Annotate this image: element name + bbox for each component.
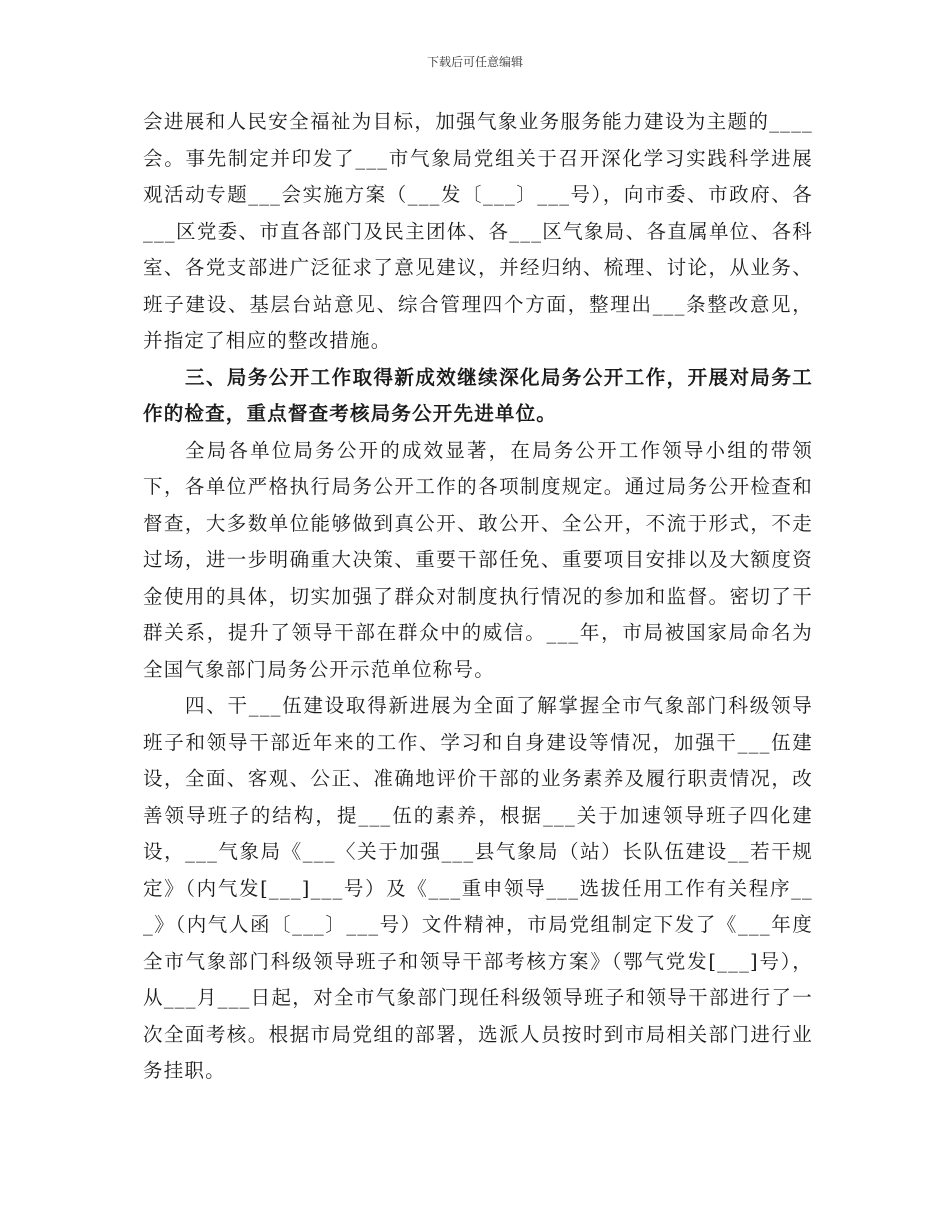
paragraph-continuation: 会进展和人民安全福祉为目标，加强气象业务服务能力建设为主题的____会。事先制定并印发了___市气象局党组关于召开深化学习实践科学进展观活动专题___会实施方案（___发〔___〕___号），向市委、市政府、各___区党委、市直各部门及民主团体、各___区气象局、各直属单位、各科室、各党支部进广泛征求了意见建议，并经归纳、梳理、讨论，从业务、班子建设、基层台站意见、综合管理四个方面，整理出___条整改意见，并指定了相应的整改措施。 xyxy=(143,110,813,352)
document-body xyxy=(143,104,813,1090)
paragraph-affairs-disclosure: 全局各单位局务公开的成效显著，在局务公开工作领导小组的带领下，各单位严格执行局务公开工作的各项制度规定。通过局务公开检查和督查，大多数单位能够做到真公开、敢公开、全公开，不流于形式，不走过场，进一步明确重大决策、重要干部任免、重要项目安排以及大额度资金使用的具体，切实加强了群众对制度执行情况的参加和监督。密切了干群关系，提升了领导干部在群众中的威信。___年，市局被国家局命名为全国气象部门局务公开示范单位称号。 xyxy=(143,438,813,681)
section-heading-3: 三、局务公开工作取得新成效继续深化局务公开工作，开展对局务工作的检查，重点督查考核局务公开先进单位。 xyxy=(143,365,813,425)
paragraph-cadre-building: 四、干___伍建设取得新进展为全面了解掌握全市气象部门科级领导班子和领导干部近年来的工作、学习和自身建设等情况，加强干___伍建设，全面、客观、公正、准确地评价干部的业务素养及履行职责情况，改善领导班子的结构，提___伍的素养，根据___关于加速领导班子四化建设，___气象局《___〈关于加强___县气象局（站）长队伍建设__若干规定》（内气发[___]___号）及《___重申领导___选拔任用工作有关程序___》（内气人函〔___〕___号）文件精神，市局党组制定下发了《___年度全市气象部门科级领导班子和领导干部考核方案》（鄂气党发[___]号），从___月___日起，对全市气象部门现任科级领导班子和领导干部进行了一次全面考核。根据市局党组的部署，选派人员按时到市局相关部门进行业务挂职。 xyxy=(143,694,813,1082)
page-header: 下载后可任意编辑 xyxy=(426,55,523,69)
